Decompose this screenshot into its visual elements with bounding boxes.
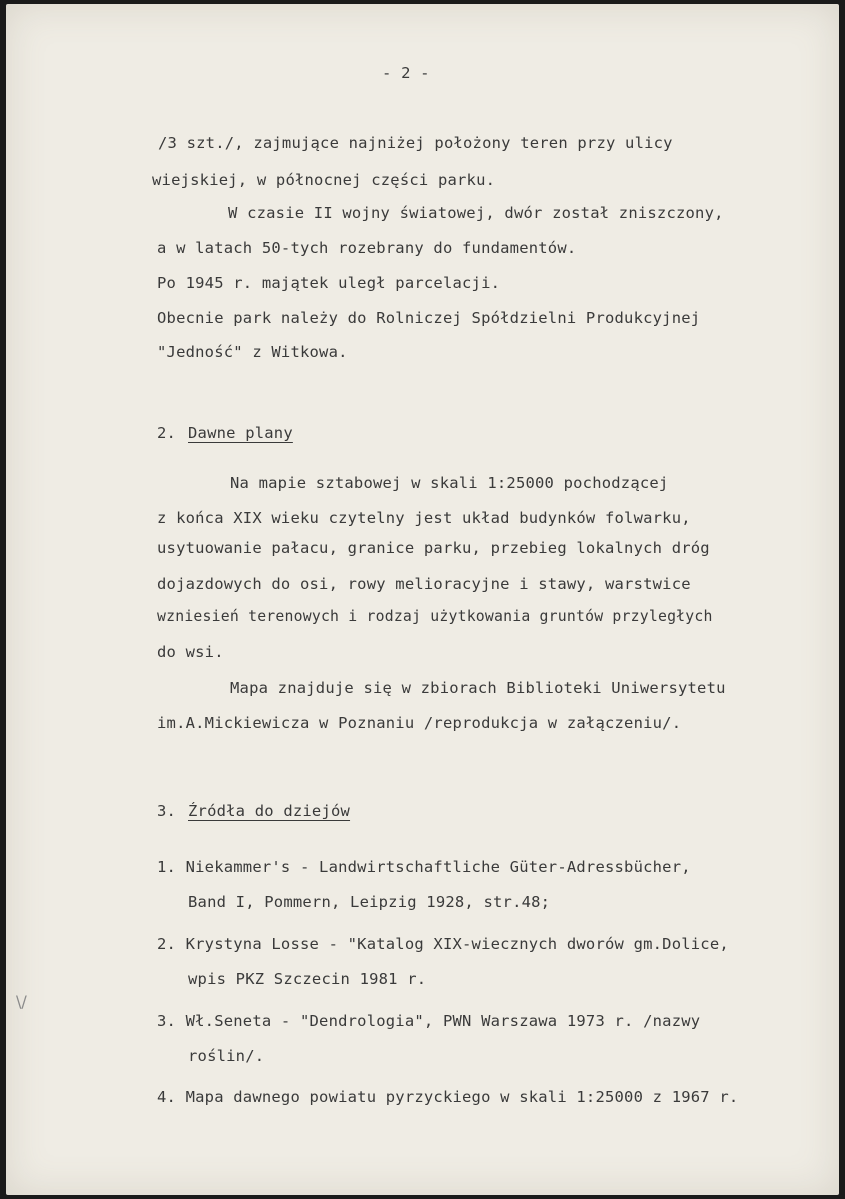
text-line-1: /3 szt./, zajmujące najniżej położony teren przy ulicy [158, 134, 673, 152]
text-line-2: wiejskiej, w północnej części parku. [152, 171, 496, 189]
section-2-line-2: z końca XIX wieku czytelny jest układ budynków folwarku, [157, 509, 691, 527]
page-number: - 2 - [382, 64, 430, 82]
text-line-7: "Jedność" z Witkowa. [157, 343, 348, 361]
source-item-2: 2. Krystyna Losse - "Katalog XIX-wiecznych dworów gm.Dolice, [157, 935, 729, 953]
section-2-line-8: im.A.Mickiewicza w Poznaniu /reprodukcja w załączeniu/. [157, 714, 682, 732]
source-item-1-cont: Band I, Pommern, Leipzig 1928, str.48; [188, 893, 551, 911]
section-2-line-6: do wsi. [157, 643, 224, 661]
section-3-number: 3. [157, 802, 177, 820]
text-line-3: W czasie II wojny światowej, dwór został zniszczony, [228, 204, 724, 222]
text-line-6: Obecnie park należy do Rolniczej Spółdzielni Produkcyjnej [157, 309, 701, 327]
section-2-line-3: usytuowanie pałacu, granice parku, przebieg lokalnych dróg [157, 539, 710, 557]
section-2-heading: Dawne plany [188, 424, 293, 442]
section-2-line-7: Mapa znajduje się w zbiorach Biblioteki Uniwersytetu [230, 679, 726, 697]
section-3-heading: Źródła do dziejów [188, 802, 351, 820]
margin-mark: \/ [16, 992, 27, 1011]
section-2-number: 2. [157, 424, 177, 442]
source-item-3-cont: roślin/. [188, 1047, 265, 1065]
text-line-5: Po 1945 r. majątek uległ parcelacji. [157, 274, 501, 292]
section-2-line-5: wzniesień terenowych i rodzaj użytkowania gruntów przyległych [157, 608, 713, 625]
text-line-4: a w latach 50-tych rozebrany do fundamentów. [157, 239, 577, 257]
source-item-4: 4. Mapa dawnego powiatu pyrzyckiego w skali 1:25000 z 1967 r. [157, 1088, 739, 1106]
section-2-line-1: Na mapie sztabowej w skali 1:25000 pochodzącej [230, 474, 669, 492]
source-item-2-cont: wpis PKZ Szczecin 1981 r. [188, 970, 427, 988]
section-2-line-4: dojazdowych do osi, rowy melioracyjne i stawy, warstwice [157, 575, 691, 593]
source-item-3: 3. Wł.Seneta - "Dendrologia", PWN Warszawa 1973 r. /nazwy [157, 1012, 701, 1030]
source-item-1: 1. Niekammer's - Landwirtschaftliche Güter-Adressbücher, [157, 858, 691, 876]
